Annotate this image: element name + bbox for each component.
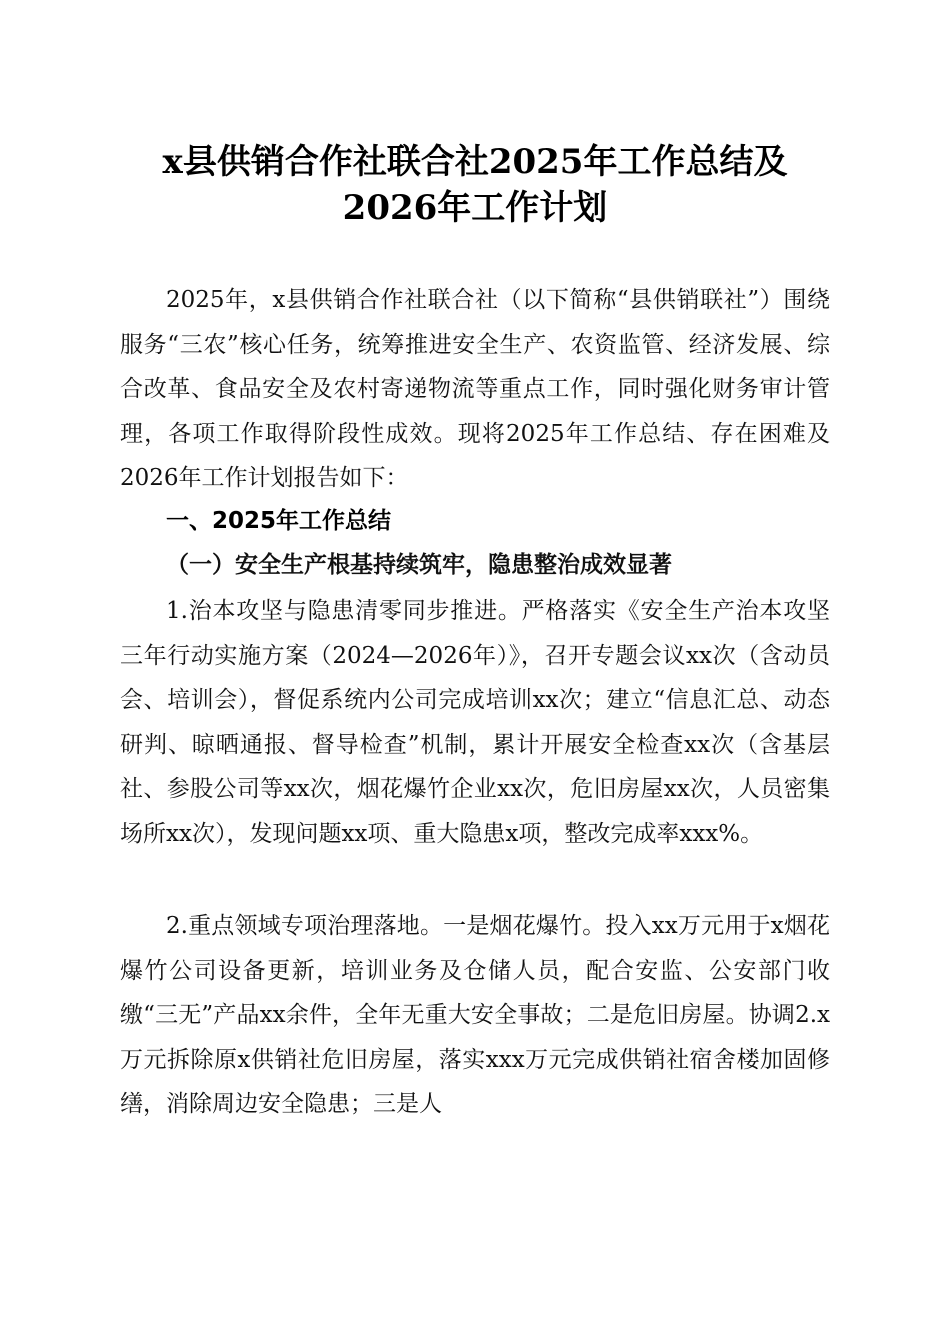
intro-paragraph: 2025年，x县供销合作社联合社（以下简称“县供销联社”）围绕服务“三农”核心任务，统筹推进安全生产、农资监管、经济发展、综合改革、食品安全及农村寄递物流等重点工作，同时强化财务审计管理，各项工作取得阶段性成效。现将2025年工作总结、存在困难及2026年工作计划报告如下： (120, 287, 830, 491)
subsection-heading-safety: （一）安全生产根基持续筑牢，隐患整治成效显著 (166, 551, 672, 578)
document-title-line-1: x县供销合作社联合社2025年工作总结及 (162, 142, 788, 182)
paragraph-safety-2: 2.重点领域专项治理落地。一是烟花爆竹。投入xx万元用于x烟花爆竹公司设备更新，培训业务及仓储人员，配合安监、公安部门收缴“三无”产品xx余件，全年无重大安全事故；二是危旧房屋。协调2.x万元拆除原x供销社危旧房屋，落实xxx万元完成供销社宿舍楼加固修缮，消除周边安全隐患；三是人 (120, 913, 830, 1117)
section-heading-summary: 一、2025年工作总结 (166, 508, 392, 534)
paragraph-safety-1: 1.治本攻坚与隐患清零同步推进。严格落实《安全生产治本攻坚三年行动实施方案（2024—2026年）》，召开专题会议xx次（含动员会、培训会），督促系统内公司完成培训xx次；建立“信息汇总、动态研判、晾晒通报、督导检查”机制，累计开展安全检查xx次（含基层社、参股公司等xx次，烟花爆竹企业xx次，危旧房屋xx次，人员密集场所xx次），发现问题xx项、重大隐患x项，整改完成率xxx%。 (120, 598, 830, 847)
document-title-line-2: 2026年工作计划 (342, 188, 608, 228)
